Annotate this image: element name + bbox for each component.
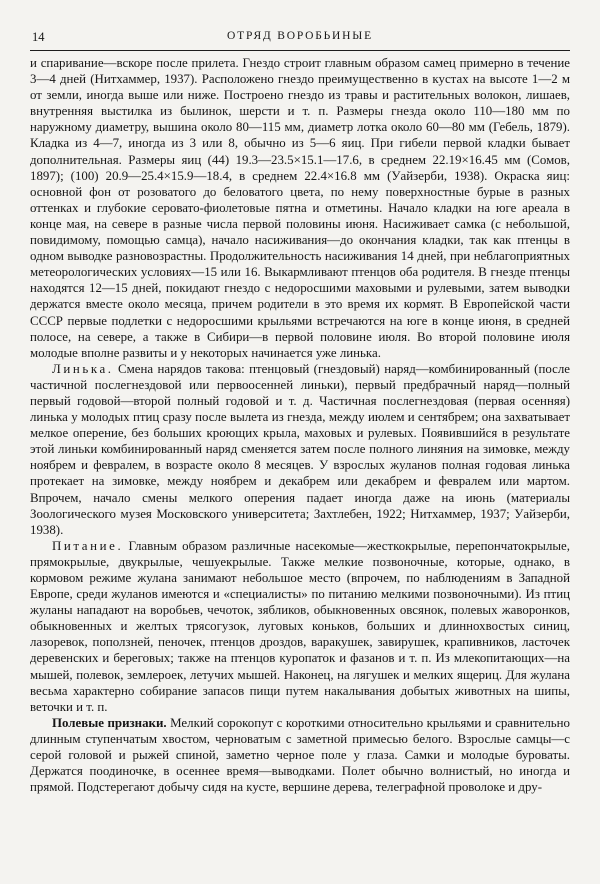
page-header bbox=[30, 28, 570, 48]
paragraph-food bbox=[30, 538, 570, 715]
food-text: Главным образом различные насекомые—жесткокрылые, перепончатокрылые, прямокрылые, двукрылые, чешуекрылые. Также мелкие позвоночные, которые, однако, в кормовом режиме жулана занимают небольшое место (впрочем, по наблюдениям в Западной Европе, среди жуланов имеются и «специалисты» по питанию мелкими позвоночными). Из птиц жуланы нападают на воробьев, чечоток, зябликов, обыкновенных овсянок, полевых жаворонков, обыкновенных и желтых трясогузок, луговых коньков, больших и длиннохвостых синиц, лазоревок, поползней, пеночек, птенцов дроздов, варакушек, завирушек, крапивников, ласточек деревенских и береговых; также на птенцов куропаток и фазанов и т. п. Из млекопитающих—на мышей, полевок, землероек, летучих мышей. Наконец, на лягушек и мелких ящериц. Для жулана весьма характерно собирание запасов пищи путем накалывания добытых животных на шипы, веточки и т. п. bbox=[30, 538, 570, 714]
molt-text: Смена нарядов такова: птенцовый (гнездовый) наряд—комбинированный (после частичной послегнездовой или первоосенней линьки), первый предбрачный наряд—полный первый годовой—второй полный годовой и т. д. Частичная послегнездовая (первая осенняя) линька у молодых птиц сразу после вылета из гнезда, между июлем и сентябрем; она захватывает мелкое оперение, без больших кроющих крыла, маховых и рулевых. Появившийся в результате этой линьки комбинированный наряд сменяется затем после полного линяния на зимовке, между ноябрем и февралем, в возрасте около 8 месяцев. У взрослых жуланов полная годовая линька протекает на зимовке, между ноябрем и декабрем или декабрем и февралем или мартом. Впрочем, начало смены мелкого оперения падает иногда даже на июнь (материалы Зоологического музея Московского университета; Захтлебен, 1922; Нитхаммер, 1937; Уайзерби, 1938). bbox=[30, 361, 570, 537]
food-heading: Питание. bbox=[52, 538, 124, 553]
running-title: ОТРЯД ВОРОБЬИНЫЕ bbox=[227, 30, 373, 42]
paragraph-field-marks bbox=[30, 715, 570, 795]
molt-heading: Линька. bbox=[52, 361, 114, 376]
body-text bbox=[30, 55, 570, 795]
header-rule bbox=[30, 50, 570, 51]
field-heading: Полевые признаки. bbox=[52, 715, 167, 730]
field-text: Мелкий сорокопут с короткими относительно крыльями и сравнительно длинным ступенчатым хвостом, черноватым с заметной примесью белого. Взрослые самцы—с серой головой и рыжей спиной, заметно черное поле у глаза. Самки и молодые буроваты. Держатся поодиночке, в осеннее время—выводками. Полет обычно волнистый, но иногда и прямой. Подстерегают добычу сидя на кусте, вершине дерева, телеграфной проволоке и дру- bbox=[30, 715, 570, 795]
paragraph-molt bbox=[30, 361, 570, 538]
page-number: 14 bbox=[32, 30, 45, 44]
paragraph-nesting: и спаривание—вскоре после прилета. Гнездо строит главным образом самец примерно в течение 3—4 дней (Нитхаммер, 1937). Расположено гнездо преимущественно в кустах на высоте 1—2 м от земли, иногда выше или ниже. Построено гнездо из травы и растительных волокон, лишаев, внутренняя выстилка из былинок, шерсти и т. п. Размеры гнезда около 110—180 мм по наружному диаметру, вышина около 80—115 мм, диаметр лотка около 60—80 мм (Гебель, 1879). Кладка из 4—7, иногда из 3 или 8, обычно из 5—6 яиц. При гибели первой кладки бывает дополнительная. Размеры яиц (44) 19.3—23.5×15.1—17.6, в среднем 22.19×16.45 мм (Сомов, 1897); (100) 20.9—25.4×15.9—18.4, в среднем 22.4×16.8 мм (Уайзерби, 1938). Окраска яиц: основной фон от розоватого до беловатого цвета, по нему поверхностные бурые в разных оттенках и глубокие серовато-фиолетовые пятна и отметины. Начало кладки на юге ареала в конце мая, на севере в разные числа первой половины июня. Насиживает самка (с небольшой, повидимому, помощью самца), начало насиживания—до окончания кладки, так как птенцы в одном выводке разновозрастны. Продолжительность насиживания 14 дней, при неблагоприятных метеорологических условиях—15 или 16. Выкармливают птенцов оба родителя. В гнезде птенцы находятся 12—15 дней, покидают гнездо с недоросшими маховыми и рулевыми, затем выводки держатся вместе около месяца, причем родители в это время их кормят. В Европейской части СССР первые подлетки с недоросшими крыльями встречаются на юге в конце июня, в средней полосе, на севере, а также в Сибири—в первой половине июля. Во второй половине июля молодые вполне развиты и у некоторых начинается уже линька. bbox=[30, 56, 570, 360]
